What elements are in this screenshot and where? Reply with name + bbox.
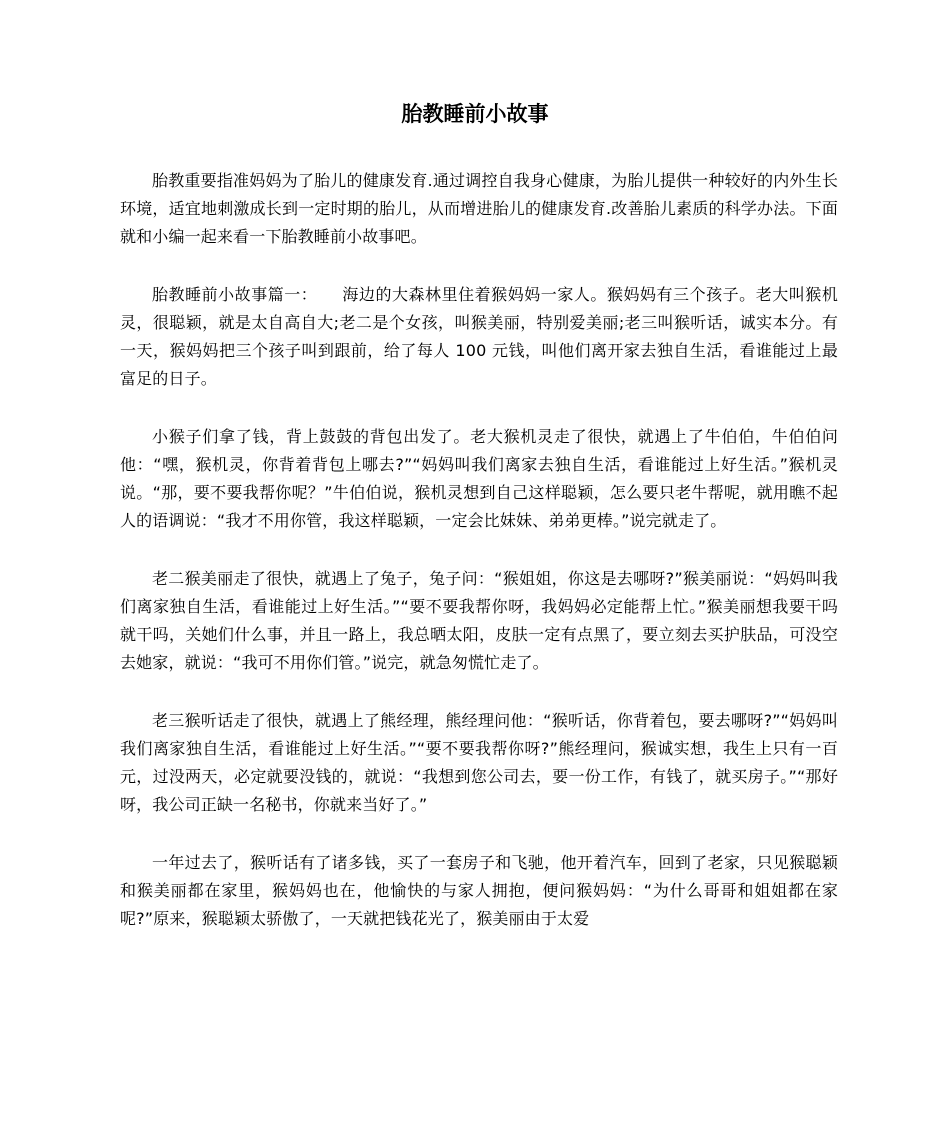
paragraph-intro: 胎教重要指准妈妈为了胎儿的健康发育.通过调控自我身心健康，为胎儿提供一种较好的内外生长环境，适宜地刺激成长到一定时期的胎儿，从而增进胎儿的健康发育.改善胎儿素质的科学办法。下面就和小编一起来看一下胎教睡前小故事吧。 [120, 171, 838, 246]
paragraph-one-year-later: 一年过去了，猴听话有了诸多钱，买了一套房子和飞驰，他开着汽车，回到了老家，只见猴聪颖和猴美丽都在家里，猴妈妈也在，他愉快的与家人拥抱，便问猴妈妈：“为什么哥哥和姐姐都在家呢?”原来，猴聪颖太骄傲了，一天就把钱花光了，猴美丽由于太爱 [120, 853, 838, 928]
page-title: 胎教睡前小故事 [401, 102, 549, 126]
paragraph-story-opening: 胎教睡前小故事篇一： 海边的大森林里住着猴妈妈一家人。猴妈妈有三个孩子。老大叫猴机灵，很聪颖，就是太自高自大;老二是个女孩，叫猴美丽，特别爱美丽;老三叫猴听话，诚实本分。有一天，猴妈妈把三个孩子叫到跟前，给了每人 100 元钱，叫他们离开家去独自生活，看谁能过上最富足的日子。 [120, 285, 838, 388]
paragraph-eldest-monkey: 小猴子们拿了钱，背上鼓鼓的背包出发了。老大猴机灵走了很快，就遇上了牛伯伯，牛伯伯问他：“嘿，猴机灵，你背着背包上哪去?”“妈妈叫我们离家去独自生活，看谁能过上好生活。”猴机灵说。“那，要不要我帮你呢？”牛伯伯说，猴机灵想到自己这样聪颖，怎么要只老牛帮呢，就用瞧不起人的语调说：“我才不用你管，我这样聪颖，一定会比妹妹、弟弟更棒。”说完就走了。 [120, 427, 838, 530]
paragraph-third-monkey: 老三猴听话走了很快，就遇上了熊经理，熊经理问他：“猴听话，你背着包，要去哪呀?”“妈妈叫我们离家独自生活，看谁能过上好生活。”“要不要我帮你呀?”熊经理问，猴诚实想，我生上只有一百元，过没两天，必定就要没钱的，就说：“我想到您公司去，要一份工作，有钱了，就买房子。”“那好呀，我公司正缺一名秘书，你就来当好了。” [120, 711, 838, 814]
document-body [120, 167, 838, 963]
paragraph-second-monkey: 老二猴美丽走了很快，就遇上了兔子，兔子问：“猴姐姐，你这是去哪呀?”猴美丽说：“妈妈叫我们离家独自生活，看谁能过上好生活。”“要不要我帮你呀，我妈妈必定能帮上忙。”猴美丽想我要干吗就干吗，关她们什么事，并且一路上，我总晒太阳，皮肤一定有点黑了，要立刻去买护肤品，可没空去她家，就说：“我可不用你们管。”说完，就急匆慌忙走了。 [120, 569, 838, 672]
